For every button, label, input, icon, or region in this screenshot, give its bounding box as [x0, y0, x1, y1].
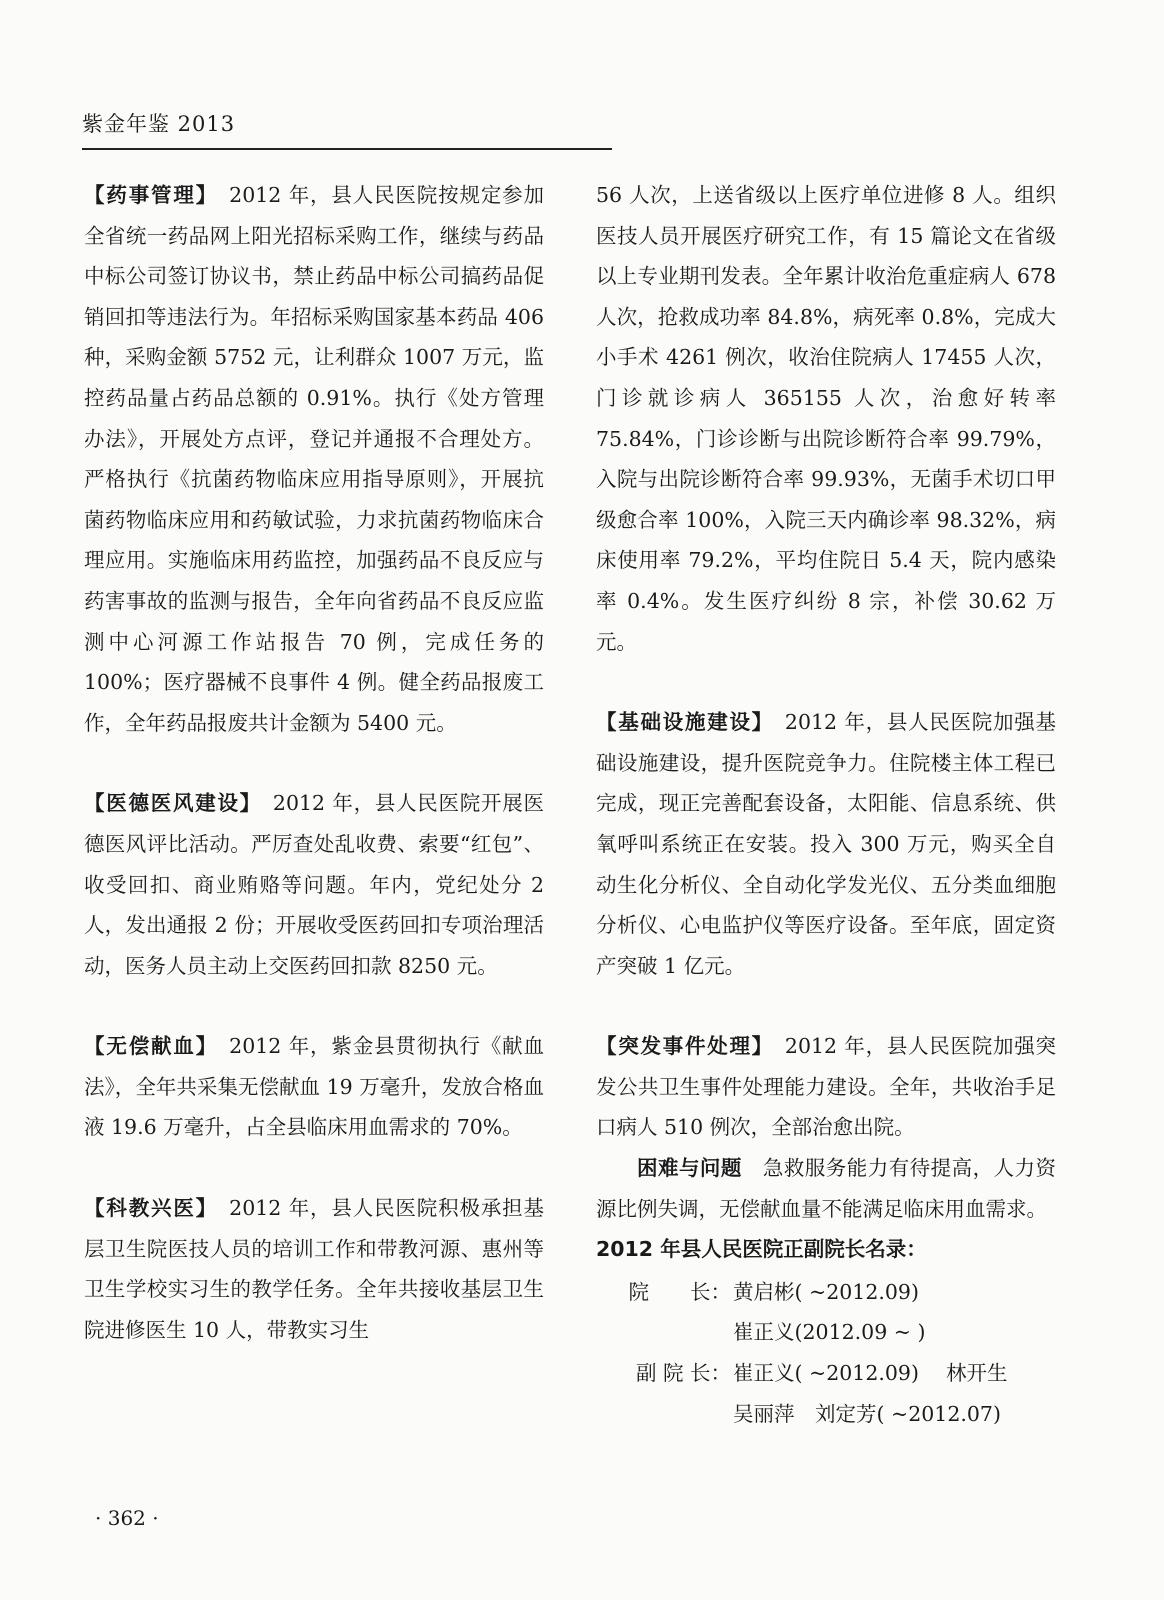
leader-row-president [596, 1272, 1056, 1313]
section-education [84, 1188, 544, 1350]
section-text: 2012 年，县人民医院按规定参加全省统一药品网上阳光招标采购工作，继续与药品中标公司签订协议书，禁止药品中标公司搞药品促销回扣等违法行为。年招标采购国家基本药品 406 种，采购金额 5752 元，让利群众 1007 万元，监控药品量占药品总额的 0.91%。执行《处方管理办法》，开展处方点评，登记并通报不合理处方。严格执行《抗菌药物临床应用指导原则》，开展抗菌药物临床应用和药敏试验，力求抗菌药物临床合理应用。实施临床用药监控，加强药品不良反应与药害事故的监测与报告，全年向省药品不良反应监测中心河源工作站报告 70 例，完成任务的 100%；医疗器械不良事件 4 例。健全药品报废工作，全年药品报废共计金额为 5400 元。 [84, 183, 545, 735]
section-infrastructure [596, 702, 1056, 986]
section-keyword: 【医德医风建设】 [84, 791, 252, 816]
right-column [596, 175, 1056, 1434]
leader-row-vice [596, 1353, 1056, 1394]
problems-label: 困难与问题 [637, 1156, 742, 1181]
problems-text: 急救服务能力有待提高，人力资源比例失调，无偿献血量不能满足临床用血需求。 [596, 1156, 1057, 1221]
header-rule [82, 148, 612, 150]
section-keyword: 【突发事件处理】 [596, 1034, 764, 1059]
leader-names: 崔正义( ~2012.09) 林开生 [733, 1361, 1008, 1386]
section-text: 2012 年，县人民医院开展医德医风评比活动。严厉查处乱收费、索要“红包”、收受回扣、商业贿赂等问题。年内，党纪处分 2 人，发出通报 2 份；开展收受医药回扣专项治理活动，医务人员主动上交医药回扣款 8250 元。 [84, 791, 544, 978]
section-text: 2012 年，县人民医院加强突发公共卫生事件处理能力建设。全年，共收治手足口病人 510 例次，全部治愈出院。 [596, 1034, 1056, 1140]
left-column [84, 175, 544, 1350]
leader-names-cont: 崔正义(2012.09 ~ ) [733, 1320, 926, 1345]
section-keyword: 【科教兴医】 [84, 1196, 208, 1221]
section-text: 2012 年，县人民医院积极承担基层卫生院医技人员的培训工作和带教河源、惠州等卫生学校实习生的教学任务。全年共接收基层卫生院进修医生 10 人，带教实习生 [84, 1196, 545, 1342]
problems-paragraph [596, 1148, 1056, 1229]
running-header: 紫金年鉴 2013 [82, 112, 236, 136]
leader-role: 副 院 长： [635, 1361, 731, 1386]
section-pharmacy [84, 175, 544, 743]
leader-names: 黄启彬( ~2012.09) [733, 1279, 919, 1304]
section-text: 2012 年，县人民医院加强基础设施建设，提升医院竞争力。住院楼主体工程已完成，现正完善配套设备，太阳能、信息系统、供氧呼叫系统正在安装。投入 300 万元，购买全自动生化分析仪、全自动化学发光仪、五分类血细胞分析仪、心电监护仪等医疗设备。至年底，固定资产突破 1 亿元。 [596, 710, 1056, 978]
leader-names-cont: 吴丽萍 刘定芳( ~2012.07) [733, 1401, 1001, 1426]
section-emergency [596, 1026, 1056, 1148]
section-text: 2012 年，紫金县贯彻执行《献血法》，全年共采集无偿献血 19 万毫升，发放合格血液 19.6 万毫升，占全县临床用血需求的 70%。 [84, 1034, 545, 1140]
section-keyword: 【无偿献血】 [84, 1034, 208, 1059]
section-keyword: 【药事管理】 [84, 183, 208, 207]
leader-role: 院 长： [628, 1279, 731, 1304]
section-blood-donation [84, 1026, 544, 1148]
section-keyword: 【基础设施建设】 [596, 710, 764, 735]
section-ethics [84, 783, 544, 986]
leaders-list [596, 1272, 1056, 1434]
page-number: · 362 · [95, 1506, 159, 1530]
section-continuation: 56 人次，上送省级以上医疗单位进修 8 人。组织医技人员开展医疗研究工作，有 15 篇论文在省级以上专业期刊发表。全年累计收治危重症病人 678 人次，抢救成功率 84.8%，病死率 0.8%，完成大小手术 4261 例次，收治住院病人 17455 人次，门诊就诊病人 365155 人次，治愈好转率 75.84%，门诊诊断与出院诊断符合率 99.79%，入院与出院诊断符合率 99.93%，无菌手术切口甲级愈合率 100%，入院三天内确诊率 98.32%，病床使用率 79.2%，平均住院日 5.4 天，院内感染率 0.4%。发生医疗纠纷 8 宗，补偿 30.62 万元。 [596, 183, 1056, 654]
leaders-title: 2012 年县人民医院正副院长名录： [596, 1237, 927, 1262]
